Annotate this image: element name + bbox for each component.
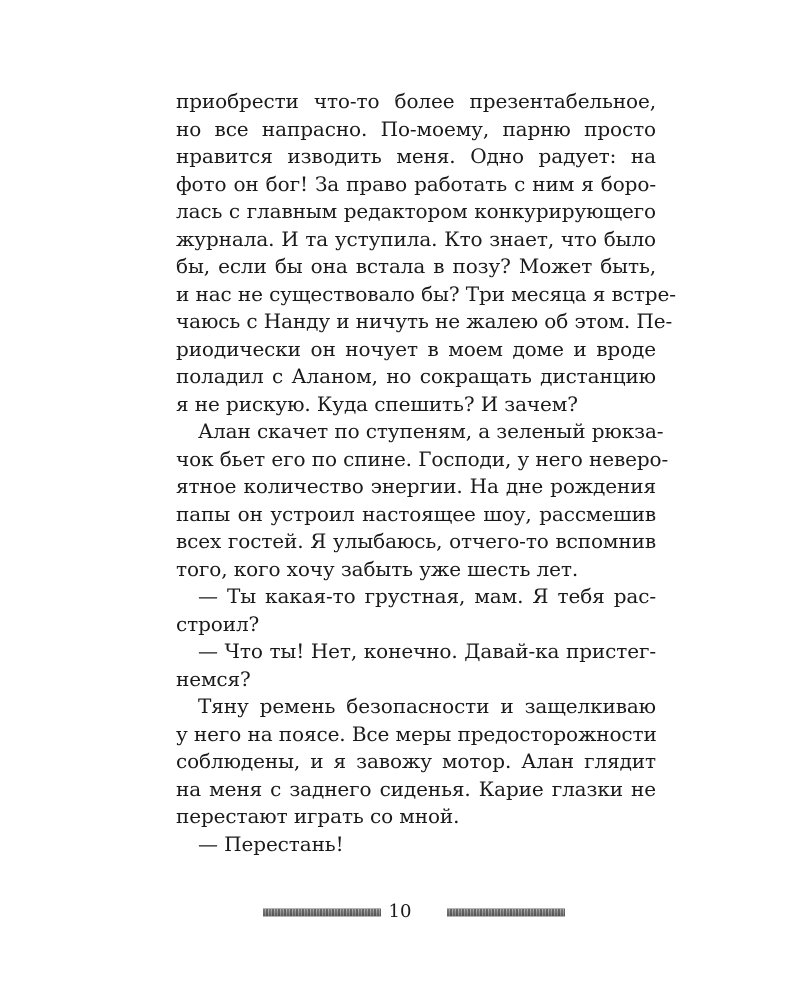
text-line: всех гостей. Я улыбаюсь, отчего-то вспомнив — [176, 529, 656, 553]
text-line: — Ты какая-то грустная, мам. Я тебя рас- — [198, 584, 656, 608]
footer-ornament-left — [263, 908, 381, 917]
text-line: того, кого хочу забыть уже шесть лет. — [176, 556, 579, 581]
text-line: бы, если бы она встала в позу? Может быть, — [176, 254, 656, 278]
text-line: соблюдены, и я завожу мотор. Алан глядит — [176, 749, 656, 773]
text-line: у него на поясе. Все меры предосторожности — [176, 721, 657, 746]
text-line: поладил с Аланом, но сокращать дистанцию — [176, 364, 656, 388]
text-line: ятное количество энергии. На дне рождения — [176, 474, 656, 498]
text-line: строил? — [176, 611, 260, 636]
page-footer — [0, 898, 800, 928]
text-line: лась с главным редактором конкурирующего — [176, 199, 656, 223]
text-line: папы он устроил настоящее шоу, рассмешив — [176, 501, 656, 526]
text-line: и нас не существовало бы? Три месяца я встре- — [176, 281, 676, 306]
page-number: 10 — [388, 901, 412, 922]
text-line: чок бьет его по спине. Господи, у него неверо- — [176, 446, 669, 471]
text-line: — Что ты! Нет, конечно. Давай-ка пристег- — [198, 639, 656, 663]
text-line: я не рискую. Куда спешить? И зачем? — [176, 391, 578, 416]
text-line: Алан скачет по ступеням, а зеленый рюкза- — [198, 419, 664, 443]
text-line: журнала. И та уступила. Кто знает, что было — [176, 226, 656, 251]
text-line: фото он бог! За право работать с ним я боро- — [176, 171, 656, 196]
text-line: приобрести что-то более презентабельное, — [176, 89, 656, 113]
text-line: Тяну ремень безопасности и защелкиваю — [198, 694, 656, 718]
text-line: — Перестань! — [198, 831, 344, 856]
text-line: нравится изводить меня. Одно радует: на — [176, 144, 656, 168]
text-line: риодически он ночует в моем доме и вроде — [176, 336, 656, 361]
text-line: но все напрасно. По-моему, парню просто — [176, 116, 656, 141]
text-line: перестают играть со мной. — [176, 804, 460, 828]
footer-ornament-right — [447, 908, 565, 917]
text-line: немся? — [176, 666, 251, 691]
body-text — [176, 88, 676, 858]
text-line: чаюсь с Нанду и ничуть не жалею об этом. Пе- — [176, 309, 673, 333]
text-line: на меня с заднего сиденья. Карие глазки не — [176, 776, 656, 801]
